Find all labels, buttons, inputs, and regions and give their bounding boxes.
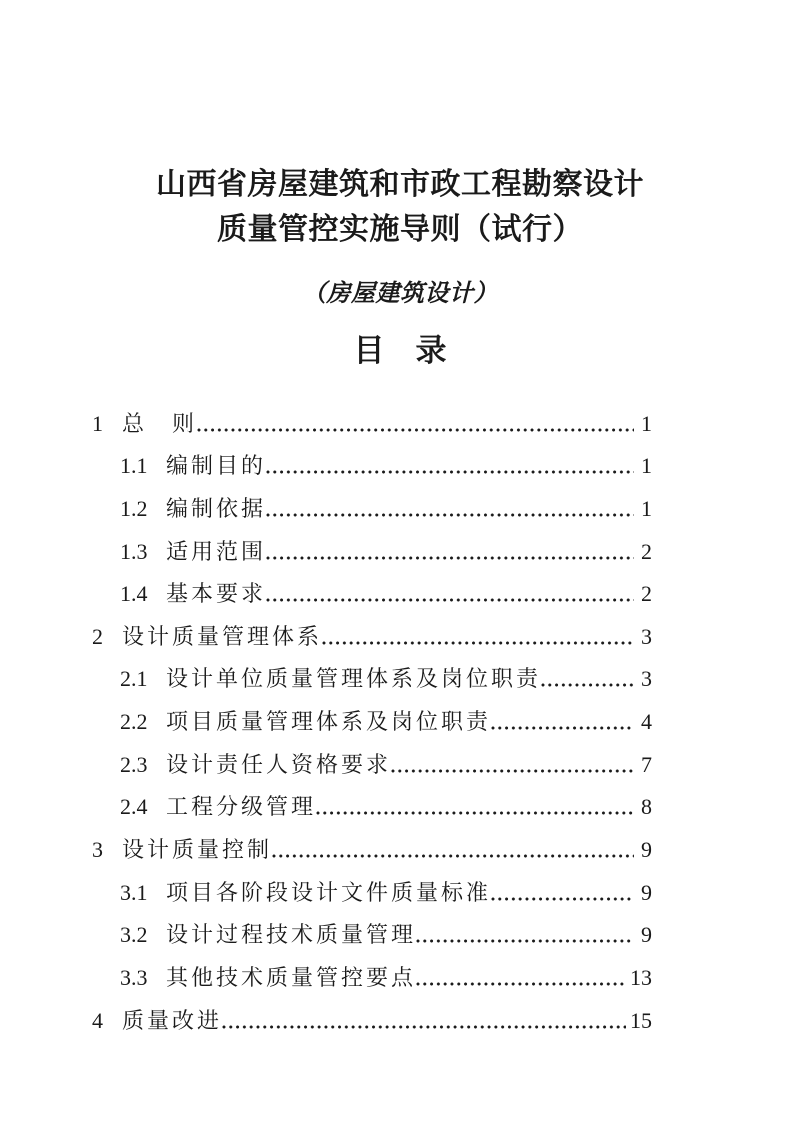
toc-entry-number: 2.3 (120, 751, 148, 777)
toc-entry-number: 2.1 (120, 666, 148, 692)
toc-leader-dots (316, 811, 634, 815)
toc-page-number: 9 (641, 922, 652, 948)
toc-page-number: 4 (641, 709, 652, 735)
toc-entry-label: 基本要求 (166, 581, 267, 607)
toc-leader-dots (266, 513, 634, 517)
toc-leader-dots (322, 641, 634, 645)
toc-entry-label: 编制依据 (166, 495, 267, 521)
toc-entry-label: 设计质量控制 (122, 837, 273, 863)
toc-leader-dots (416, 939, 634, 943)
toc-entry-label: 设计责任人资格要求 (166, 751, 392, 777)
toc-entry-label: 适用范围 (166, 538, 267, 564)
toc-entry-2-1 (92, 656, 652, 699)
document-subtitle: （房屋建筑设计） (302, 281, 498, 307)
toc-page-number: 3 (641, 623, 652, 649)
toc-page-number: 1 (641, 495, 652, 521)
toc-entry-2-2 (92, 698, 652, 741)
toc-entry-1-1 (92, 443, 652, 486)
toc-leader-dots (266, 556, 634, 560)
toc-entry-label: 工程分级管理 (166, 794, 317, 820)
toc-entry-3-2 (92, 912, 652, 955)
toc-entry-number: 2 (92, 623, 103, 649)
toc-entry-3-1 (92, 869, 652, 912)
toc-entry-2 (92, 613, 652, 656)
toc-leader-dots (222, 1025, 626, 1029)
table-of-contents (92, 400, 652, 1040)
toc-entry-number: 2.4 (120, 794, 148, 820)
toc-page-number: 15 (630, 1007, 652, 1033)
toc-page-number: 9 (641, 879, 652, 905)
toc-page-number: 13 (630, 964, 652, 990)
toc-entry-number: 1.3 (120, 538, 148, 564)
toc-leader-dots (491, 726, 634, 730)
toc-entry-number: 1.2 (120, 495, 148, 521)
toc-entry-number: 3.3 (120, 964, 148, 990)
toc-page-number: 1 (641, 453, 652, 479)
toc-page-number: 3 (641, 666, 652, 692)
toc-leader-dots (272, 854, 634, 858)
toc-leader-dots (541, 683, 634, 687)
toc-entry-label: 设计过程技术质量管理 (166, 922, 417, 948)
toc-entry-number: 3 (92, 837, 103, 863)
toc-entry-number: 4 (92, 1007, 103, 1033)
toc-page-number: 1 (641, 410, 652, 436)
toc-leader-dots (391, 769, 634, 773)
toc-entry-1-4 (92, 571, 652, 614)
toc-heading: 目 录 (353, 333, 447, 368)
document-title-line1: 山西省房屋建筑和市政工程勘察设计 (156, 168, 644, 201)
toc-entry-number: 1.4 (120, 581, 148, 607)
toc-entry-label: 其他技术质量管控要点 (166, 964, 417, 990)
toc-entry-1-3 (92, 528, 652, 571)
toc-entry-3-3 (92, 954, 652, 997)
toc-leader-dots (266, 598, 634, 602)
toc-page-number: 2 (641, 538, 652, 564)
toc-leader-dots (491, 897, 634, 901)
toc-entry-3 (92, 826, 652, 869)
toc-page-number: 2 (641, 581, 652, 607)
toc-entry-number: 3.1 (120, 879, 148, 905)
toc-page-number: 7 (641, 751, 652, 777)
toc-entry-label: 质量改进 (122, 1007, 223, 1033)
document-title-line2: 质量管控实施导则（试行） (217, 213, 583, 246)
toc-leader-dots (266, 470, 634, 474)
toc-entry-2-3 (92, 741, 652, 784)
toc-entry-4 (92, 997, 652, 1040)
toc-entry-1 (92, 400, 652, 443)
toc-leader-dots (416, 982, 626, 986)
toc-entry-label: 设计质量管理体系 (122, 623, 323, 649)
toc-leader-dots (197, 428, 634, 432)
toc-entry-label: 项目质量管理体系及岗位职责 (166, 709, 492, 735)
toc-entry-number: 3.2 (120, 922, 148, 948)
toc-entry-2-4 (92, 784, 652, 827)
toc-entry-label: 总 则 (122, 410, 198, 436)
toc-entry-number: 2.2 (120, 709, 148, 735)
toc-entry-label: 编制目的 (166, 453, 267, 479)
toc-entry-label: 项目各阶段设计文件质量标准 (166, 879, 492, 905)
toc-entry-number: 1.1 (120, 453, 148, 479)
toc-entry-1-2 (92, 485, 652, 528)
document-title (0, 162, 800, 252)
toc-page-number: 9 (641, 837, 652, 863)
toc-entry-label: 设计单位质量管理体系及岗位职责 (166, 666, 542, 692)
toc-page-number: 8 (641, 794, 652, 820)
toc-entry-number: 1 (92, 410, 103, 436)
